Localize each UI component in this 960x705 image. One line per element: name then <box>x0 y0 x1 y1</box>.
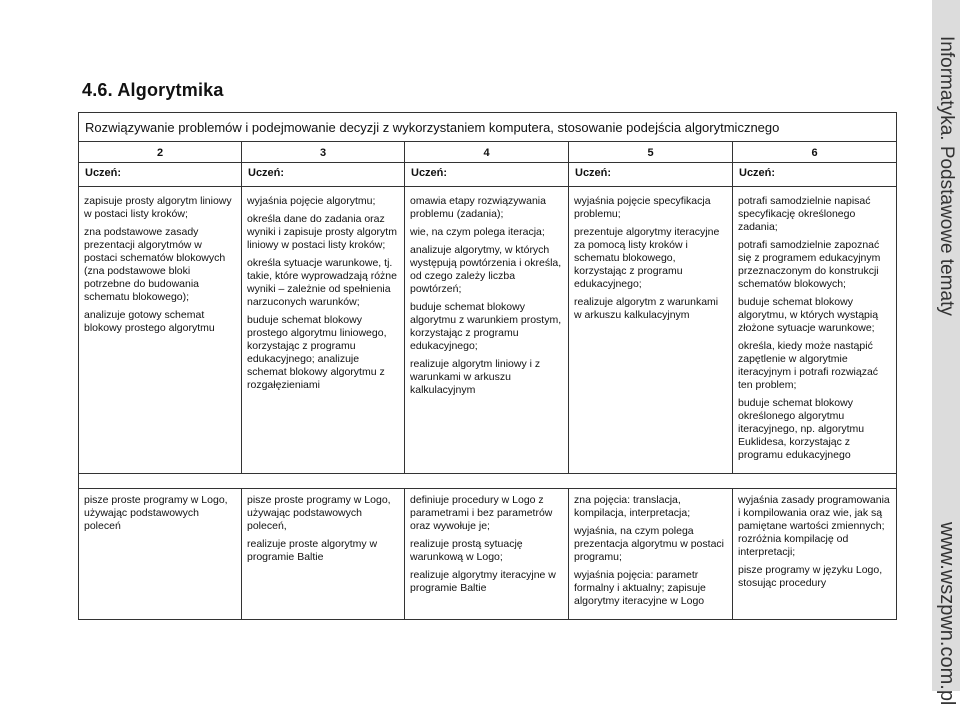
requirements-cell <box>79 489 242 620</box>
student-label: Uczeń: <box>242 163 405 187</box>
student-label: Uczeń: <box>569 163 733 187</box>
requirement-item: wyjaśnia, na czym polega prezentacja algorytmu w postaci programu; <box>574 525 724 563</box>
requirement-item: realizuje algorytm z warunkami w arkuszu kalkulacyjnym <box>574 296 719 321</box>
requirement-item: pisze programy w języku Logo, stosując procedury <box>738 564 883 589</box>
requirements-cell <box>405 489 569 620</box>
requirement-item: pisze proste programy w Logo, używając podstawowych poleceń, <box>247 494 391 532</box>
topic-title: Rozwiązywanie problemów i podejmowanie decyzji z wykorzystaniem komputera, stosowanie podejścia algorytmicznego <box>79 113 897 142</box>
requirement-item: realizuje prostą sytuację warunkową w Logo; <box>410 538 523 563</box>
requirement-item: omawia etapy rozwiązywania problemu (zadania); <box>410 195 546 220</box>
requirements-table <box>78 112 897 620</box>
student-label: Uczeń: <box>79 163 242 187</box>
level-number: 3 <box>242 142 405 163</box>
level-number: 5 <box>569 142 733 163</box>
requirement-item: zna podstawowe zasady prezentacji algorytmów w postaci schematów blokowych (zna podstawowe bloki potrzebne do budowania schematu blokowego); <box>84 226 226 303</box>
side-title: Informatyka. Podstawowe tematy <box>936 36 957 316</box>
student-label-row <box>79 163 897 187</box>
requirement-item: analizuje gotowy schemat blokowy prostego algorytmu <box>84 309 215 334</box>
requirements-cell <box>569 187 733 474</box>
side-banner <box>932 0 960 705</box>
requirements-cell <box>569 489 733 620</box>
requirement-item: buduje schemat blokowy określonego algorytmu iteracyjnego, np. algorytmu Euklidesa, korzystając z programu edukacyjnego <box>738 397 865 461</box>
requirements-cell <box>242 489 405 620</box>
programming-row <box>79 489 897 620</box>
requirement-item: buduje schemat blokowy algorytmu z warunkiem prostym, korzystając z programu edukacyjnego; <box>410 301 562 352</box>
level-row <box>79 142 897 163</box>
requirement-item: określa dane do zadania oraz wyniki i zapisuje prosty algorytm liniowy w postaci listy kroków; <box>247 213 397 251</box>
requirement-item: wyjaśnia pojęcie algorytmu; <box>247 195 376 207</box>
requirement-item: realizuje algorytmy iteracyjne w programie Baltie <box>410 569 556 594</box>
row-separator <box>79 474 897 489</box>
requirement-item: analizuje algorytmy, w których występują powtórzenia i określa, od czego zależy liczba powtórzeń; <box>410 244 562 295</box>
requirements-cell <box>733 489 897 620</box>
requirement-item: wie, na czym polega iteracja; <box>410 226 545 238</box>
requirements-cell <box>405 187 569 474</box>
student-label: Uczeń: <box>405 163 569 187</box>
requirement-item: potrafi samodzielnie napisać specyfikację określonego zadania; <box>738 195 871 233</box>
section-heading: 4.6. Algorytmika <box>82 80 224 100</box>
requirement-item: definiuje procedury w Logo z parametrami i bez parametrów oraz wywołuje je; <box>410 494 553 532</box>
requirement-item: potrafi samodzielnie zapoznać się z programem edukacyjnym przeznaczonym do konstrukcji schematów blokowych; <box>738 239 881 290</box>
algorithms-row <box>79 187 897 474</box>
requirement-item: określa, kiedy może nastąpić zapętlenie w algorytmie iteracyjnym i potrafi rozwiązać ten problem; <box>738 340 879 391</box>
requirement-item: realizuje algorytm liniowy i z warunkami w arkuszu kalkulacyjnym <box>410 358 541 396</box>
requirement-item: buduje schemat blokowy algorytmu, w których wystąpią złożone sytuacje warunkowe; <box>738 296 879 334</box>
level-number: 6 <box>733 142 897 163</box>
requirements-cell <box>733 187 897 474</box>
level-number: 2 <box>79 142 242 163</box>
level-number: 4 <box>405 142 569 163</box>
requirements-cell <box>79 187 242 474</box>
requirement-item: realizuje proste algorytmy w programie Baltie <box>247 538 378 563</box>
requirement-item: wyjaśnia pojęcia: parametr formalny i aktualny; zapisuje algorytmy iteracyjne w Logo <box>574 569 706 607</box>
requirements-cell <box>242 187 405 474</box>
student-label: Uczeń: <box>733 163 897 187</box>
requirement-item: zna pojęcia: translacja, kompilacja, interpretacja; <box>574 494 691 519</box>
requirement-item: prezentuje algorytmy iteracyjne za pomocą listy kroków i schematu blokowego, korzystając z programu edukacyjnego; <box>574 226 720 290</box>
requirement-item: buduje schemat blokowy prostego algorytmu liniowego, korzystając z programu edukacyjnego; analizuje schemat blokowy algorytmu z rozgałęzieniami <box>247 314 387 391</box>
requirement-item: określa sytuacje warunkowe, tj. takie, które wyprowadzają różne wyniki – zależnie od spełnienia narzuconych warunków; <box>247 257 397 308</box>
side-website: www.wszpwn.com.pl <box>936 522 958 705</box>
requirement-item: wyjaśnia pojęcie specyfikacja problemu; <box>574 195 711 220</box>
requirement-item: zapisuje prosty algorytm liniowy w postaci listy kroków; <box>84 195 232 220</box>
requirement-item: wyjaśnia zasady programowania i kompilowania oraz wie, jak są pamiętane wartości zmiennych; rozróżnia kompilację od interpretacji; <box>738 494 890 558</box>
requirement-item: pisze proste programy w Logo, używając podstawowych poleceń <box>84 494 228 532</box>
